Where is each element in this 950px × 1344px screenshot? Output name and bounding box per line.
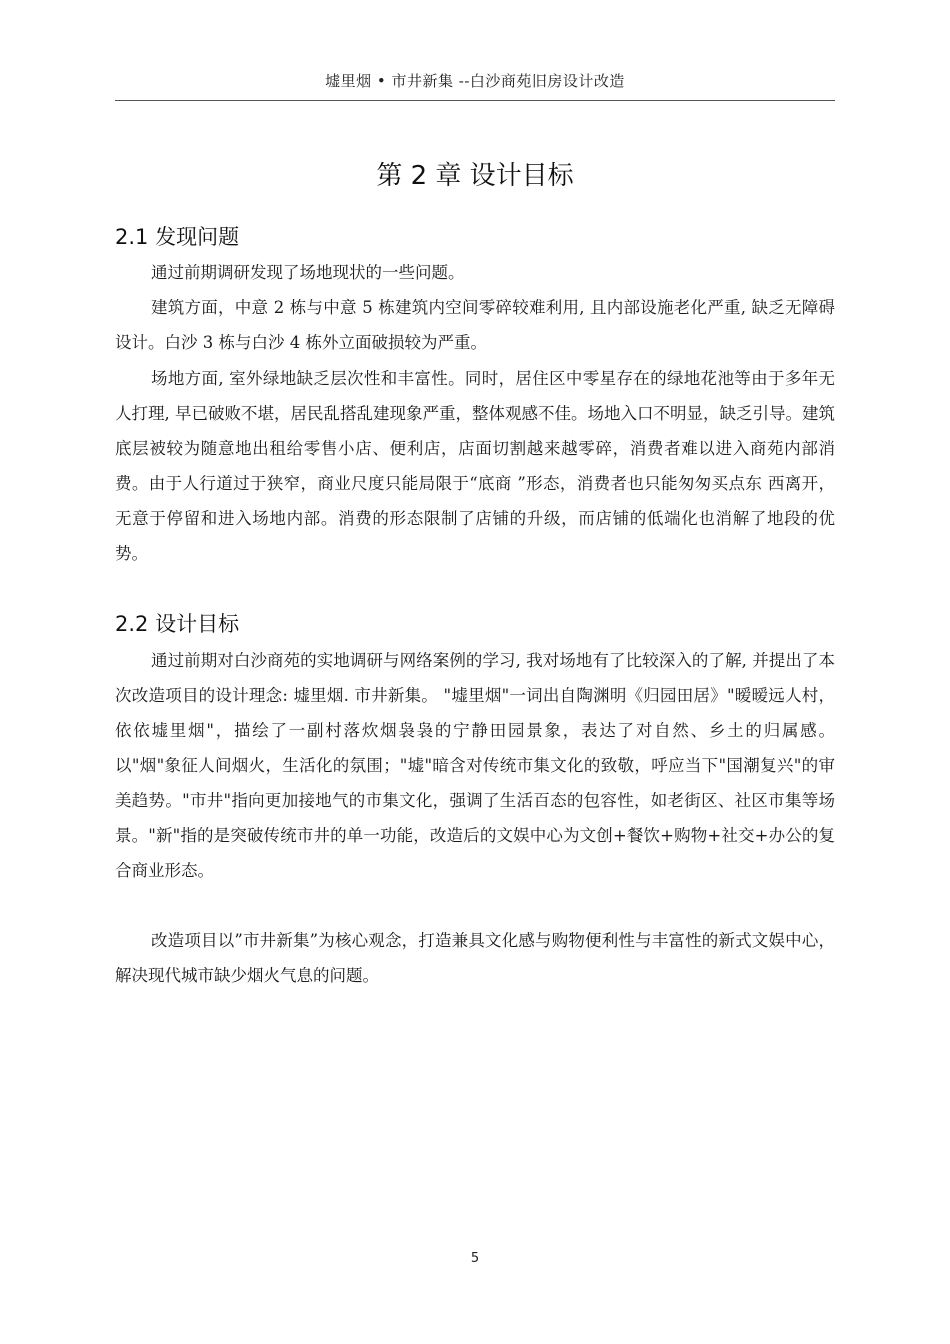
paragraph: 改造项目以”市井新集”为核心观念，打造兼具文化感与购物便利性与丰富性的新式文娱中心，解决现代城市缺少烟火气息的问题。 xyxy=(115,931,835,985)
section-heading-2-1: 2.1 发现问题 xyxy=(115,225,240,249)
paragraph: 场地方面, 室外绿地缺乏层次性和丰富性。同时，居住区中零星存在的绿地花池等由于多年无人打理, 早已破败不堪，居民乱搭乱建现象严重，整体观感不佳。场地入口不明显，缺乏引导。建筑底层被较为随意地出租给零售小店、便利店，店面切割越来越零碎，消费者难以进入商苑内部消费。由于人行道过于狭窄，商业尺度只能局限于“底商 ”形态，消费者也只能匆匆买点东 西离开，无意于停留和进入场地内部。消费的形态限制了店铺的升级，而店铺的低端化也消解了地段的优势。 xyxy=(115,369,835,563)
paragraph: 建筑方面，中意 2 栋与中意 5 栋建筑内空间零碎较难利用, 且内部设施老化严重, 缺乏无障碍设计。白沙 3 栋与白沙 4 栋外立面破损较为严重。 xyxy=(115,298,835,352)
chapter-title: 第 2 章 设计目标 xyxy=(376,161,574,191)
paragraph: 通过前期调研发现了场地现状的一些问题。 xyxy=(151,263,465,282)
paragraph: 通过前期对白沙商苑的实地调研与网络案例的学习, 我对场地有了比较深入的了解, 并提出了本次改造项目的设计理念: 墟里烟. 市井新集。 "墟里烟"一词出自陶渊明《归园田居》"暧暧远人村，依依墟里烟"，描绘了一副村落炊烟袅袅的宁静田园景象，表达了对自然、乡土的归属感。 以"烟"象征人间烟火，生活化的氛围；"墟"暗含对传统市集文化的致敬，呼应当下"国潮复兴"的审美趋势。"市井"指向更加接地气的市集文化，强调了生活百态的包容性，如老街区、社区市集等场景。"新"指的是突破传统市井的单一功能，改造后的文娱中心为文创+餐饮+购物+社交+办公的复合商业形态。 xyxy=(115,651,835,880)
running-header: 墟里烟 • 市井新集 --白沙商苑旧房设计改造 xyxy=(325,72,625,90)
section-heading-2-2: 2.2 设计目标 xyxy=(115,612,240,636)
header-rule xyxy=(115,100,835,101)
page-number: 5 xyxy=(470,1251,480,1266)
